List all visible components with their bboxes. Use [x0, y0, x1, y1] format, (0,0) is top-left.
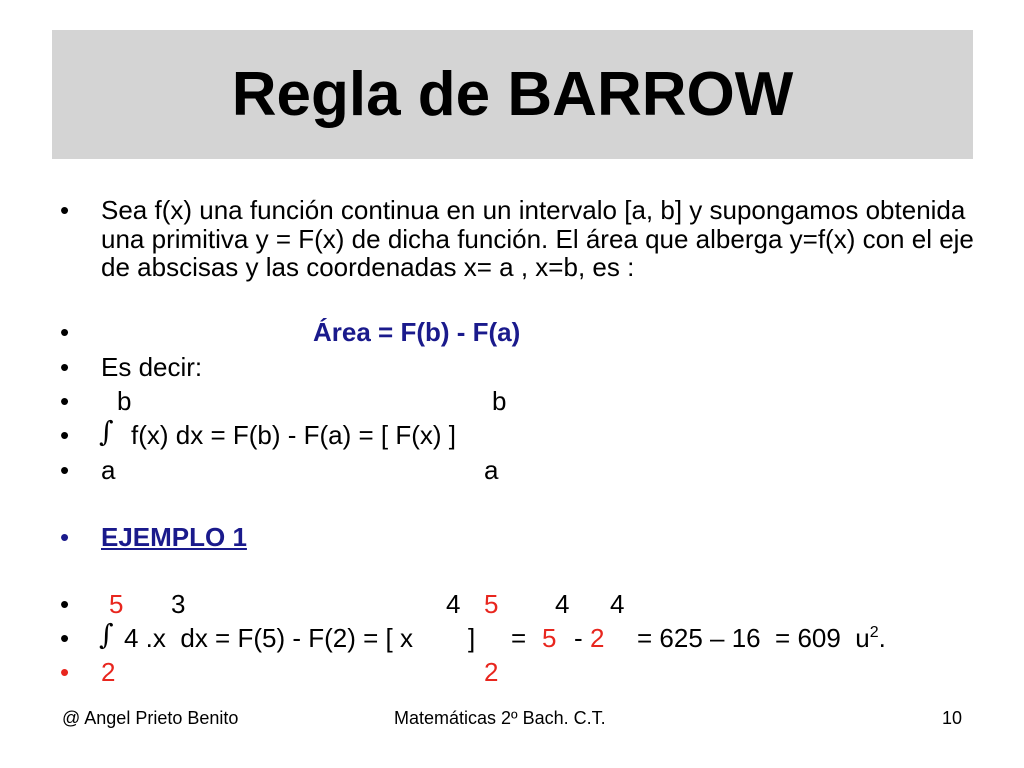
bracket-lower-limit-a: a: [484, 455, 499, 485]
example-period: .: [878, 623, 886, 653]
example-integrand: 4 .x dx = F(5) - F(2) = [ x: [124, 623, 413, 653]
example-result-text: = 625 – 16 = 609 u: [637, 623, 870, 653]
bullet: •: [60, 386, 70, 416]
unit-exponent: 2: [869, 624, 879, 641]
bullet: •: [60, 455, 70, 485]
example-exponent-3: 3: [171, 589, 186, 619]
bullet: •: [60, 195, 70, 225]
barrow-rule-formula: f(x) dx = F(b) - F(a) = [ F(x) ]: [131, 420, 456, 450]
example-bracket-lower-limit: 2: [484, 657, 499, 687]
bullet: •: [60, 522, 70, 552]
example-bracket-exponent: 4: [446, 589, 461, 619]
example-equals: =: [511, 623, 527, 653]
es-decir-text: Es decir:: [101, 352, 203, 382]
example-result: [637, 624, 886, 652]
footer-page-number: 10: [942, 708, 963, 728]
upper-limit-b: b: [117, 386, 132, 416]
example-lower-limit: 2: [101, 657, 116, 687]
bracket-upper-limit-b: b: [492, 386, 507, 416]
bullet: •: [60, 317, 70, 347]
footer-course: Matemáticas 2º Bach. C.T.: [394, 708, 606, 728]
example-bracket-upper-limit: 5: [484, 589, 499, 619]
bullet: •: [60, 657, 70, 687]
slide-title: Regla de BARROW: [231, 60, 794, 129]
example-exponent-2: 4: [610, 589, 625, 619]
bullet: •: [60, 623, 70, 653]
example-minus: -: [574, 623, 583, 653]
footer-author: @ Angel Prieto Benito: [62, 708, 239, 728]
example-five: 5: [542, 623, 557, 653]
example-two: 2: [590, 623, 605, 653]
example-exponent-5: 4: [555, 589, 570, 619]
example-upper-limit: 5: [109, 589, 124, 619]
bullet: •: [60, 352, 70, 382]
lower-limit-a: a: [101, 455, 116, 485]
integral-icon: ∫: [99, 415, 114, 448]
example-heading: EJEMPLO 1: [101, 522, 247, 552]
bullet: •: [60, 420, 70, 450]
area-formula: Área = F(b) - F(a): [313, 317, 521, 347]
intro-paragraph: Sea f(x) una función continua en un intervalo [a, b] y supongamos obtenida una primitiva y = F(x) de dicha función. El área que alberga y=f(x) con el eje de abscisas y las coordenadas x= a , x=b, es :: [101, 195, 974, 282]
bullet: •: [60, 589, 70, 619]
integral-icon: ∫: [99, 618, 114, 651]
title-bar: [52, 30, 973, 159]
example-bracket-close: ]: [468, 623, 476, 653]
